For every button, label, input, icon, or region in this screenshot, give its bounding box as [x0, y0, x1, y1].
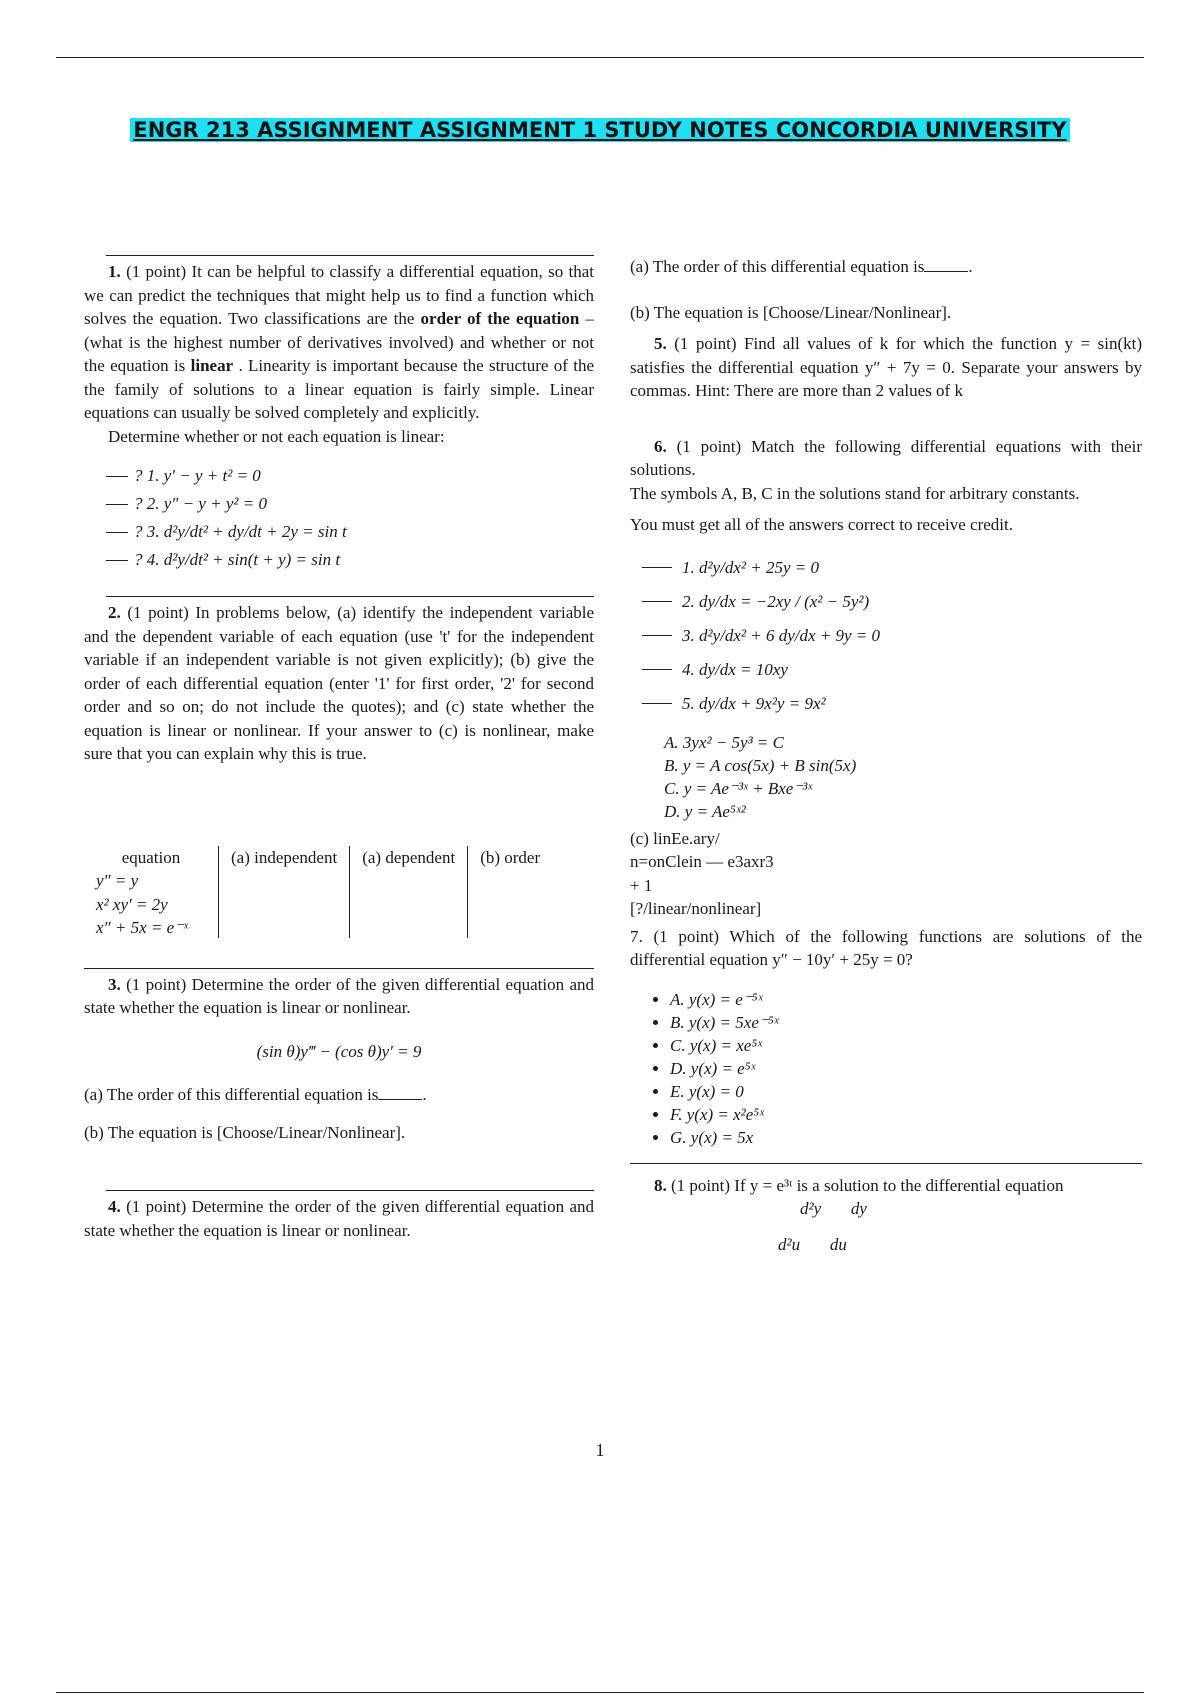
- fragment-line[interactable]: [?/linear/nonlinear]: [630, 899, 762, 918]
- problem-2-table: [84, 846, 594, 938]
- top-rule: [56, 57, 1144, 58]
- list-item[interactable]: [642, 551, 1142, 585]
- problem-1-item: ? 1. y′ − y + t² = 0: [134, 466, 261, 486]
- problem-1-answer-list: [106, 462, 594, 574]
- problem-2-rule: [106, 596, 594, 597]
- problem-3-linear-question[interactable]: (b) The equation is [Choose/Linear/Nonlinear].: [84, 1122, 406, 1142]
- list-item[interactable]: [642, 653, 1142, 687]
- order-answer-blank[interactable]: [378, 1099, 422, 1100]
- match-equation: 3. d²y/dx² + 6 dy/dx + 9y = 0: [682, 625, 881, 645]
- list-item[interactable]: • B. y(x) = 5xe⁻⁵ˣ: [670, 1011, 1142, 1034]
- list-item[interactable]: [106, 490, 594, 518]
- problem-1-text-a: It can be helpful to classify a differential equation, so that we can predict the techniques that might help us to find a function which solves the equation. Two classifications are the: [84, 262, 594, 328]
- problem-4-rule: [106, 1190, 594, 1191]
- equation-header: equation: [121, 847, 181, 867]
- problem-3-equation: (sin θ)y‴ − (cos θ)y′ = 9: [256, 1041, 422, 1061]
- dependent-header: (a) dependent: [362, 847, 456, 867]
- problem-2-text: [84, 601, 594, 766]
- independent-column[interactable]: [219, 846, 350, 938]
- problem-8-text: [630, 1174, 1142, 1198]
- list-item[interactable]: [106, 462, 594, 490]
- order-header: (b) order: [480, 847, 541, 867]
- problem-8-fragment-2: d²u du: [778, 1234, 847, 1254]
- list-item: A. 3yx² − 5y³ = C: [664, 732, 784, 752]
- problem-8-rule: [630, 1163, 1142, 1164]
- equation-column: [84, 846, 219, 938]
- problem-4-body: Determine the order of the given differential equation and state whether the equation is linear or nonlinear.: [84, 1197, 594, 1240]
- list-item[interactable]: • A. y(x) = e⁻⁵ˣ: [670, 988, 1142, 1011]
- problem-7-header: 7. (1 point) Which of the following functions are solutions of the differential equation y″ − 10y′ + 25y = 0?: [630, 926, 1142, 969]
- problem-2-points: (1 point): [127, 603, 189, 622]
- problem-4-number: 4.: [108, 1197, 121, 1216]
- equation-line: y″ = y: [96, 871, 139, 890]
- right-column: [630, 255, 1142, 1256]
- problem-3-text: [84, 973, 594, 1020]
- problem-6: [630, 435, 1142, 823]
- problem-6-solutions: [664, 731, 1142, 823]
- problem-7: [630, 925, 1142, 1149]
- list-item: B. y = A cos(5x) + B sin(5x): [664, 755, 857, 775]
- list-item[interactable]: • E. y(x) = 0: [670, 1080, 1142, 1103]
- dependent-column[interactable]: [350, 846, 468, 938]
- problem-7-options: [650, 988, 1142, 1149]
- problem-4-continued: [630, 255, 1142, 324]
- fragment-line: + 1: [630, 875, 653, 895]
- answer-blank[interactable]: [106, 560, 128, 561]
- fragment-line: (c) linEe.ary/: [630, 828, 720, 848]
- list-item[interactable]: [106, 546, 594, 574]
- problem-1-bold-b: linear: [190, 356, 234, 375]
- problem-8-fragment-1: d²y dy: [800, 1199, 867, 1218]
- problem-6-body: Match the following differential equations with their solutions.: [630, 436, 1142, 479]
- document-title-text: ENGR 213 ASSIGNMENT ASSIGNMENT 1 STUDY NOTES CONCORDIA UNIVERSITY: [130, 118, 1069, 142]
- order-answer-blank[interactable]: [924, 271, 968, 272]
- problem-8-number: 8.: [654, 1175, 667, 1195]
- document-title: [0, 118, 1200, 142]
- problem-4-text: [84, 1195, 594, 1242]
- problem-4-points: (1 point): [126, 1197, 187, 1216]
- answer-blank[interactable]: [106, 532, 128, 533]
- problem-3: [84, 968, 594, 1145]
- problem-8-points: (1 point): [671, 1175, 731, 1195]
- list-item[interactable]: • C. y(x) = xe⁵ˣ: [670, 1034, 1142, 1057]
- problem-3-body: Determine the order of the given differential equation and state whether the equation is linear or nonlinear.: [84, 974, 594, 1017]
- problem-2-part-c-fragment: [630, 827, 1142, 921]
- problem-4: [84, 1190, 594, 1242]
- problem-6-number: 6.: [654, 436, 667, 456]
- order-question-text: (a) The order of this differential equation is: [84, 1085, 379, 1104]
- problem-1-bold-a: order of the equation: [420, 309, 580, 328]
- problem-5-number: 5.: [654, 334, 667, 353]
- problem-4-linear-question[interactable]: (b) The equation is [Choose/Linear/Nonlinear].: [630, 302, 952, 322]
- problem-4-order-question: (a) The order of this differential equation is .: [630, 257, 973, 276]
- problem-6-equations: [642, 551, 1142, 721]
- answer-blank[interactable]: [642, 567, 672, 568]
- problem-1-item: ? 3. d²y/dt² + dy/dt + 2y = sin t: [134, 522, 347, 542]
- problem-8-body: If y = e³ᵗ is a solution to the differential equation: [734, 1175, 1064, 1195]
- problem-5-body: Find all values of k for which the function y = sin(kt) satisfies the differential equation y″ + 7y = 0. Separate your answers by commas. Hint: There are more than 2 values of k: [630, 334, 1142, 400]
- match-equation: 2. dy/dx = −2xy / (x² − 5y²): [682, 591, 870, 611]
- fragment-line: n=onClein — e3axr3: [630, 852, 774, 871]
- answer-blank[interactable]: [642, 703, 672, 704]
- problem-6-text: [630, 435, 1142, 482]
- problem-1-text-b: – (what is the highest number of derivatives involved) and whether or not the equation is: [84, 309, 594, 375]
- order-question-text: (a) The order of this differential equation is: [630, 257, 925, 276]
- match-equation: 1. d²y/dx² + 25y = 0: [682, 557, 819, 577]
- problem-6-points: (1 point): [676, 436, 742, 456]
- problem-5: [630, 332, 1142, 403]
- problem-1-text: [84, 260, 594, 425]
- problem-3-rule: [84, 968, 594, 969]
- problem-1-item: ? 2. y″ − y + y² = 0: [134, 494, 267, 514]
- answer-blank[interactable]: [106, 476, 128, 477]
- problem-3-number: 3.: [108, 974, 121, 994]
- problem-1-points: (1 point): [126, 262, 187, 281]
- list-item[interactable]: • D. y(x) = e⁵ˣ: [670, 1057, 1142, 1080]
- problem-6-credit: You must get all of the answers correct to receive credit.: [630, 515, 1014, 534]
- problem-1-item: ? 4. d²y/dt² + sin(t + y) = sin t: [134, 550, 341, 570]
- list-item[interactable]: • G. y(x) = 5x: [670, 1126, 1142, 1149]
- bottom-rule: [56, 1692, 1144, 1693]
- problem-5-text: [630, 332, 1142, 403]
- problem-1-text-c: . Linearity is important because the structure of the the family of solutions to a linear equation is fairly simple. Linear equations can usually be solved completely and explicitly.: [84, 356, 595, 422]
- problem-1-number: 1.: [108, 262, 121, 281]
- problem-6-note: The symbols A, B, C in the solutions stand for arbitrary constants.: [630, 483, 1080, 503]
- match-equation: 4. dy/dx = 10xy: [682, 659, 788, 679]
- equation-line: x² xy′ = 2y: [96, 894, 168, 914]
- problem-8: [630, 1163, 1142, 1257]
- page-number: 1: [595, 1440, 605, 1460]
- list-item[interactable]: • F. y(x) = x²e⁵ˣ: [670, 1103, 1142, 1126]
- equation-line: x″ + 5x = e⁻ˣ: [96, 918, 188, 937]
- answer-blank[interactable]: [642, 635, 672, 636]
- answer-blank[interactable]: [106, 504, 128, 505]
- problem-1: [84, 255, 594, 574]
- answer-blank[interactable]: [642, 669, 672, 670]
- order-column[interactable]: [468, 846, 552, 938]
- list-item[interactable]: [642, 585, 1142, 619]
- answer-blank[interactable]: [642, 601, 672, 602]
- problem-5-points: (1 point): [674, 334, 737, 353]
- problem-2-body: In problems below, (a) identify the independent variable and the dependent variable of each equation (use 't' for the independent variable if an independent variable is not given explicitly); (b) give the order of each differential equation (enter '1' for first order, '2' for second order and so on; do not include the quotes); and (c) state whether the equation is linear or nonlinear. If your answer to (c) is nonlinear, make sure that you can explain why this is true.: [84, 603, 595, 763]
- list-item: C. y = Ae⁻³ˣ + Bxe⁻³ˣ: [664, 778, 813, 798]
- problem-3-points: (1 point): [126, 974, 187, 994]
- problem-3-order-question: (a) The order of this differential equation is .: [84, 1085, 427, 1104]
- list-item: D. y = Ae⁵ˣ²: [664, 801, 746, 821]
- list-item[interactable]: [642, 687, 1142, 721]
- left-column: [84, 255, 594, 1242]
- independent-header: (a) independent: [231, 847, 338, 867]
- problem-2-number: 2.: [108, 603, 121, 622]
- problem-1-instruction: Determine whether or not each equation is linear:: [108, 426, 445, 446]
- list-item[interactable]: [642, 619, 1142, 653]
- match-equation: 5. dy/dx + 9x²y = 9x²: [682, 693, 826, 713]
- problem-2: [84, 596, 594, 938]
- problem-1-rule: [106, 255, 594, 256]
- list-item[interactable]: [106, 518, 594, 546]
